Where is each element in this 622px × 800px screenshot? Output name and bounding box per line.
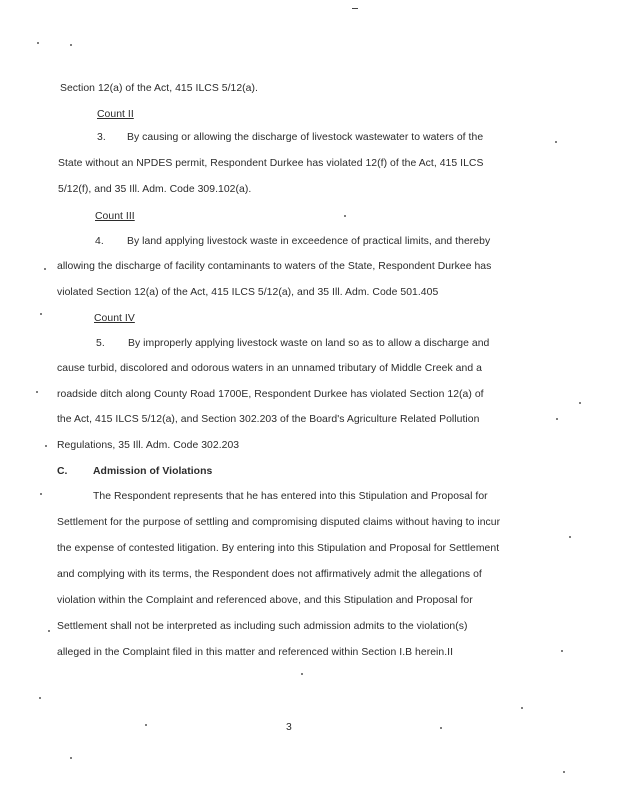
- count-iii-heading: Count III: [95, 211, 135, 222]
- scan-speck: [40, 493, 42, 495]
- section-c-title: Admission of Violations: [93, 466, 213, 477]
- section-c-letter: C.: [57, 466, 68, 477]
- section-c-line-1: The Respondent represents that he has entered into this Stipulation and Proposal for: [93, 491, 488, 502]
- scan-speck: [70, 44, 72, 46]
- paragraph-4-line-2: allowing the discharge of facility contaminants to waters of the State, Respondent Durkee has: [57, 261, 492, 272]
- page-number: 3: [286, 722, 292, 733]
- section-c-line-6: Settlement shall not be interpreted as including such admission admits to the violation(s): [57, 621, 468, 632]
- scan-speck: [39, 697, 41, 699]
- paragraph-5-line-3: roadside ditch along County Road 1700E, Respondent Durkee has violated Section 12(a) of: [57, 389, 484, 400]
- count-iv-heading: Count IV: [94, 313, 135, 324]
- paragraph-3-line-1: By causing or allowing the discharge of livestock wastewater to waters of the: [127, 132, 484, 143]
- scan-speck: [555, 141, 557, 143]
- section-c-line-2: Settlement for the purpose of settling and compromising disputed claims without having to incur: [57, 517, 501, 528]
- paragraph-5-number: 5.: [96, 338, 105, 349]
- paragraph-5-line-4: the Act, 415 ILCS 5/12(a), and Section 302.203 of the Board's Agriculture Related Pollution: [57, 414, 480, 425]
- paragraph-5-line-1: By improperly applying livestock waste on land so as to allow a discharge and: [128, 338, 490, 349]
- scan-speck: [569, 536, 571, 538]
- scan-speck: [301, 673, 303, 675]
- scan-speck: [521, 707, 523, 709]
- scan-speck: [36, 391, 38, 393]
- paragraph-3-line-3: 5/12(f), and 35 Ill. Adm. Code 309.102(a).: [58, 184, 252, 195]
- scan-speck: [561, 650, 563, 652]
- scan-speck: [579, 402, 581, 404]
- scan-speck: [45, 445, 47, 447]
- count-ii-heading: Count II: [97, 109, 134, 120]
- section-c-line-3: the expense of contested litigation. By entering into this Stipulation and Proposal for Settlement: [57, 543, 500, 554]
- paragraph-5-line-2: cause turbid, discolored and odorous waters in an unnamed tributary of Middle Creek and a: [57, 363, 482, 374]
- scan-speck: [556, 418, 558, 420]
- paragraph-5-line-5: Regulations, 35 Ill. Adm. Code 302.203: [57, 440, 240, 451]
- scan-speck: [344, 215, 346, 217]
- scan-speck: [40, 313, 42, 315]
- scan-speck: [37, 42, 39, 44]
- intro-line: Section 12(a) of the Act, 415 ILCS 5/12(a).: [60, 83, 258, 94]
- paragraph-4-line-1: By land applying livestock waste in exceedence of practical limits, and thereby: [127, 236, 491, 247]
- scan-speck: [352, 8, 358, 9]
- section-c-line-4: and complying with its terms, the Respondent does not affirmatively admit the allegations of: [57, 569, 482, 580]
- scan-speck: [145, 724, 147, 726]
- paragraph-4-number: 4.: [95, 236, 104, 247]
- scan-speck: [440, 727, 442, 729]
- scan-speck: [48, 630, 50, 632]
- section-c-line-5: violation within the Complaint and referenced above, and this Stipulation and Proposal for: [57, 595, 473, 606]
- scan-speck: [44, 268, 46, 270]
- scan-speck: [70, 757, 72, 759]
- paragraph-3-number: 3.: [97, 132, 106, 143]
- section-c-line-7: alleged in the Complaint filed in this matter and referenced within Section I.B herein.II: [57, 647, 454, 658]
- paragraph-4-line-3: violated Section 12(a) of the Act, 415 ILCS 5/12(a), and 35 Ill. Adm. Code 501.405: [57, 287, 439, 298]
- scan-speck: [563, 771, 565, 773]
- paragraph-3-line-2: State without an NPDES permit, Respondent Durkee has violated 12(f) of the Act, 415 ILCS: [58, 158, 484, 169]
